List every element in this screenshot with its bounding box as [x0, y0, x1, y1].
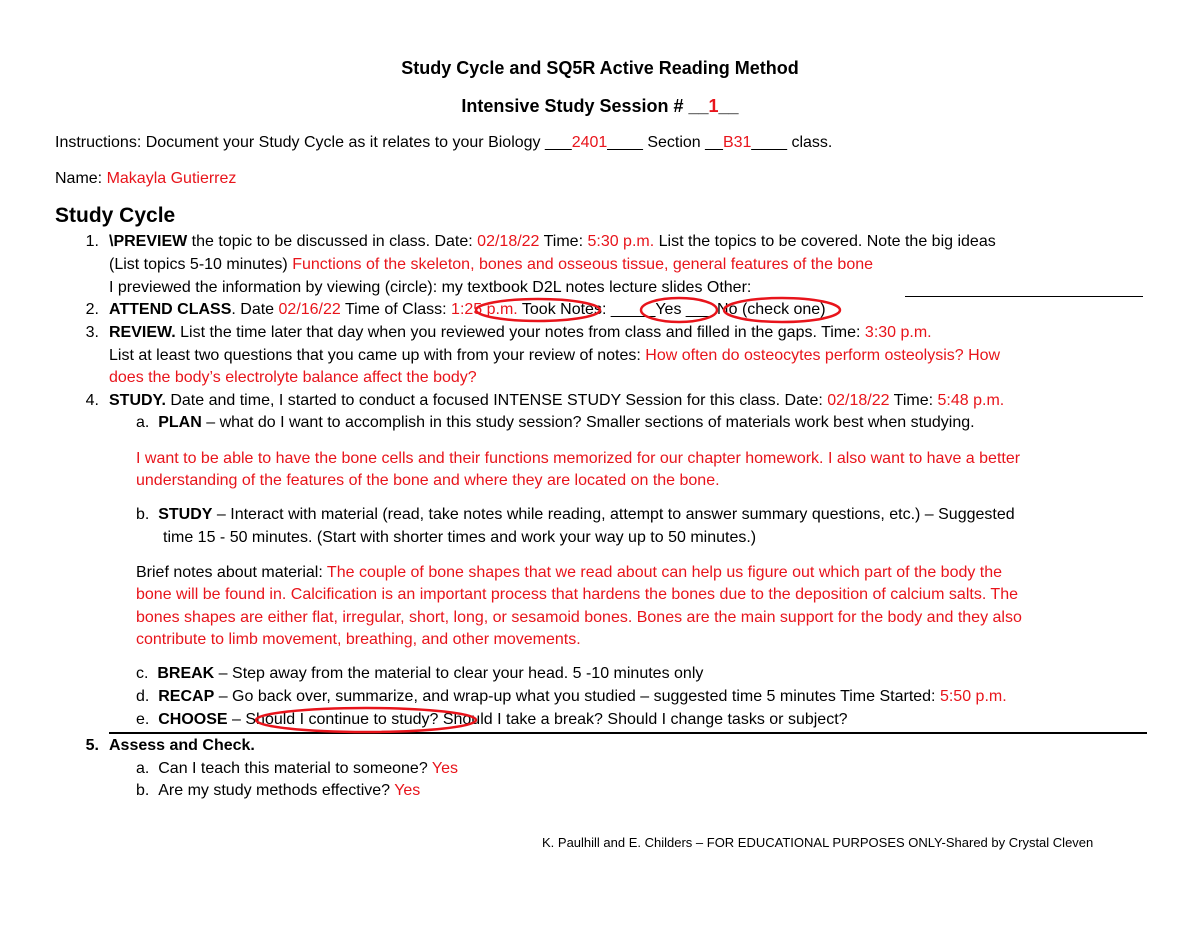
time-circle-annotation: [476, 299, 600, 321]
yes-circle-annotation: [724, 298, 840, 322]
break-line: c. BREAK – Step away from the material to clear your head. 5 -10 minutes only: [136, 665, 704, 682]
notes-line: contribute to limb movement, breathing, and other movements.: [136, 631, 581, 648]
study-sub-line: b. STUDY – Interact with material (read, take notes while reading, attempt to answer summary questions, etc.) – Suggested: [136, 506, 1015, 523]
item-number: 2.: [85, 301, 99, 318]
notes-line: Brief notes about material: The couple of bone shapes that we read about can help us figure out which part of the body the: [136, 564, 1003, 581]
study-line: STUDY. Date and time, I started to conduct a focused INTENSE STUDY Session for this class. Date: 02/18/22 Time: 5:48 p.m.: [109, 392, 1005, 409]
notes-line: bone will be found in. Calcification is an important process that hardens the bones due to the deposition of calcium salts. The: [136, 586, 1018, 603]
name-line: Name: Makayla Gutierrez: [55, 170, 237, 187]
review-questions-line-2: does the body’s electrolyte balance affect the body?: [109, 369, 477, 386]
plan-answer-line: understanding of the features of the bone and where they are located on the bone.: [136, 472, 720, 489]
instructions-line: Instructions: Document your Study Cycle as it relates to your Biology ___2401____ Section __B31____ class.: [55, 134, 833, 151]
item-number: 4.: [85, 392, 99, 409]
student-name: Makayla Gutierrez: [106, 170, 237, 187]
choose-line: e. CHOOSE – Should I continue to study? Should I take a break? Should I change tasks or subject?: [136, 711, 848, 728]
continue-study-circle-annotation: [256, 708, 476, 732]
attend-class-line: ATTEND CLASS. Date 02/16/22 Time of Class: 1:25 p.m. Took Notes: _____Yes ___ No (check one): [109, 301, 826, 318]
footer-credit: K. Paulhill and E. Childers – FOR EDUCATIONAL PURPOSES ONLY-Shared by Crystal Cleven: [542, 835, 1094, 850]
item-number: 3.: [85, 324, 99, 341]
plan-line: a. PLAN – what do I want to accomplish in this study session? Smaller sections of materials work best when studying.: [136, 414, 975, 431]
preview-topics-line: (List topics 5-10 minutes) Functions of the skeleton, bones and osseous tissue, general features of the bone: [109, 256, 874, 273]
review-questions-line: List at least two questions that you came up with from your review of notes: How often do osteocytes perform osteolysis? How: [109, 347, 1001, 364]
review-line: REVIEW. List the time later that day when you reviewed your notes from class and filled in the gaps. Time: 3:30 p.m.: [109, 324, 932, 341]
item-number: 1.: [85, 233, 99, 250]
notes-line: bones shapes are either flat, irregular, short, long, or sesamoid bones. Bones are the main support for the body and they also: [136, 609, 1022, 626]
plan-answer-line: I want to be able to have the bone cells and their functions memorized for our chapter homework. I also want to have a better: [136, 450, 1021, 467]
session-number: 1: [708, 96, 719, 116]
section-number: B31: [722, 134, 752, 151]
preview-line: \PREVIEW the topic to be discussed in class. Date: 02/18/22 Time: 5:30 p.m. List the topics to be covered. Note the big ideas: [109, 233, 996, 250]
preview-source-line: I previewed the information by viewing (circle): my textbook D2L notes lecture slides Other:: [109, 279, 752, 296]
assess-heading: Assess and Check.: [109, 737, 255, 754]
assess-teach-line: a. Can I teach this material to someone? Yes: [136, 760, 458, 777]
study-cycle-heading: Study Cycle: [55, 204, 176, 227]
recap-line: d. RECAP – Go back over, summarize, and wrap-up what you studied – suggested time 5 minutes Time Started: 5:50 p.m.: [136, 688, 1007, 705]
course-number: 2401: [571, 134, 608, 151]
document-title: Study Cycle and SQ5R Active Reading Method: [401, 58, 799, 78]
session-heading: Intensive Study Session # __1__: [461, 96, 739, 116]
assess-effective-line: b. Are my study methods effective? Yes: [136, 782, 421, 799]
item-number: 5.: [85, 737, 99, 754]
study-sub-line-2: time 15 - 50 minutes. (Start with shorter times and work your way up to 50 minutes.): [163, 529, 757, 546]
notes-circle-annotation: [641, 298, 717, 322]
